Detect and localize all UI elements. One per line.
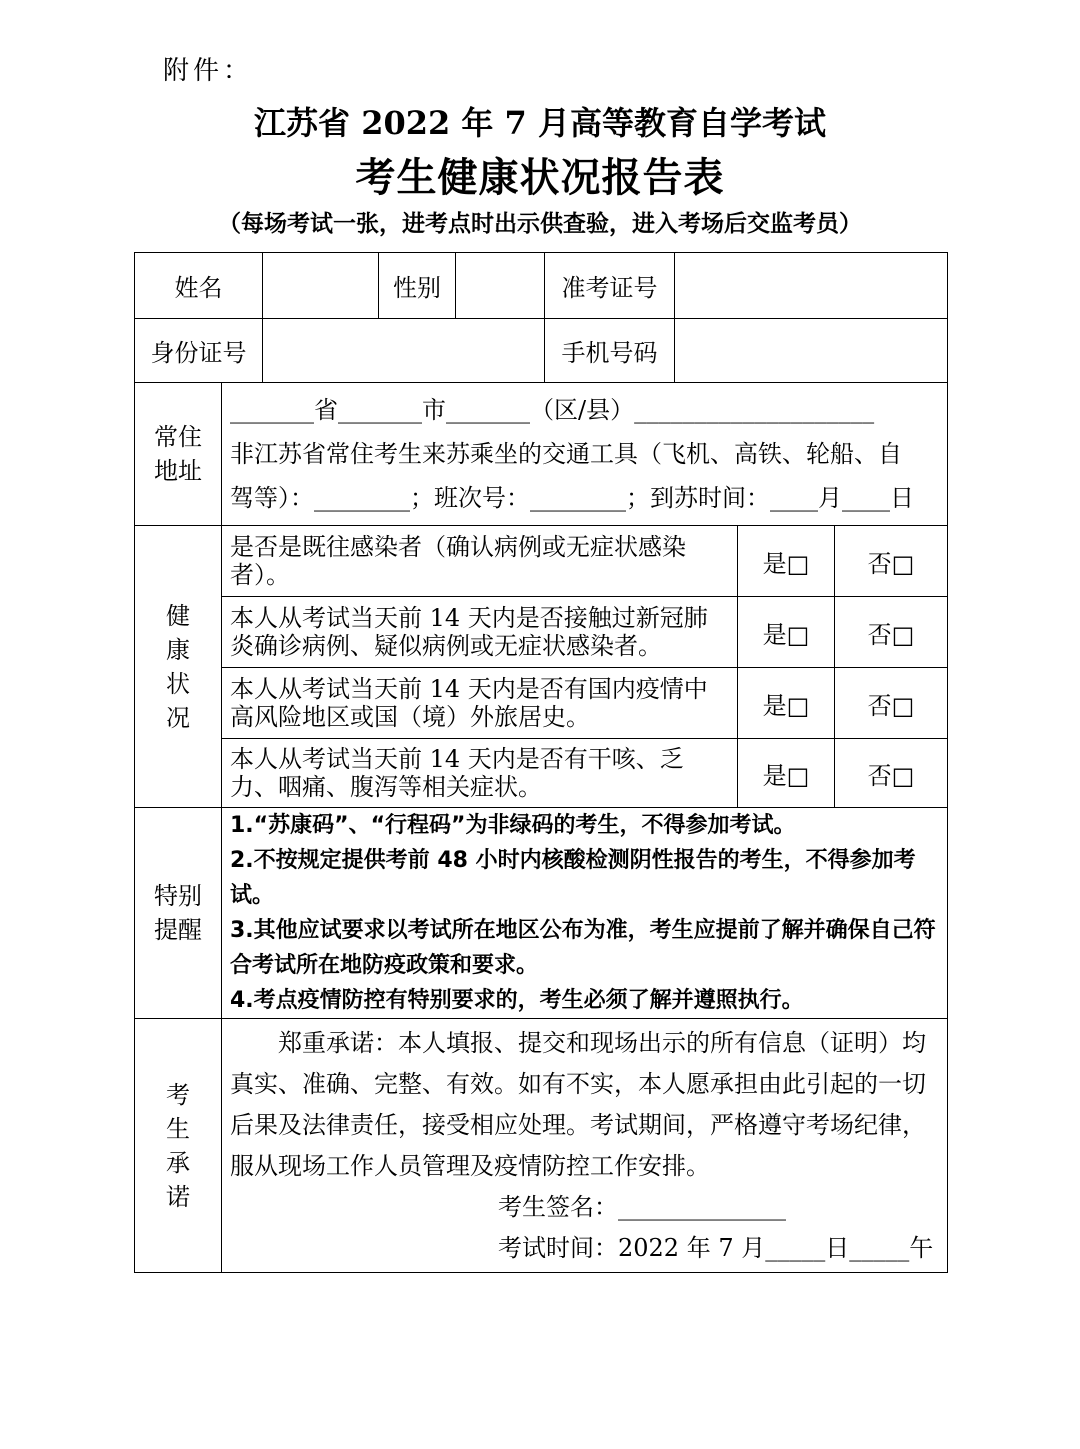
pledge-section <box>222 1019 948 1273</box>
document-title: 江苏省 2022 年 7 月高等教育自学考试 <box>254 104 826 142</box>
health-status-label: 健 康 状 况 <box>135 526 222 808</box>
special-notice-list <box>222 808 948 1019</box>
no-checkbox[interactable]: 否□ <box>835 597 948 668</box>
address-label: 常住 地址 <box>135 383 222 526</box>
exam-ticket-field[interactable] <box>675 253 948 319</box>
pledge-text: 郑重承诺：本人填报、提交和现场出示的所有信息（证明）均真实、准确、完整、有效。如有不实，本人愿承担由此引起的一切后果及法律责任，接受相应处理。考试期间，严格遵守考场纪律，服从现场工作人员管理及疫情防控工作安排。 <box>230 1028 926 1180</box>
notice-item: 4.考点疫情防控有特别要求的，考生必须了解并遵照执行。 <box>230 988 804 1013</box>
special-notice-label: 特别 提醒 <box>135 808 222 1019</box>
id-number-label: 身份证号 <box>135 319 263 383</box>
yes-checkbox[interactable]: 是□ <box>738 739 835 808</box>
pledge-label: 考 生 承 诺 <box>135 1019 222 1273</box>
notice-item: 2.不按规定提供考前 48 小时内核酸检测阴性报告的考生，不得参加考试。 <box>230 848 916 908</box>
name-field[interactable] <box>263 253 379 319</box>
signature-field[interactable]: 考生签名：______________ <box>498 1192 786 1221</box>
yes-checkbox[interactable]: 是□ <box>738 668 835 739</box>
gender-field[interactable] <box>456 253 545 319</box>
no-checkbox[interactable]: 否□ <box>835 739 948 808</box>
no-checkbox[interactable]: 否□ <box>835 526 948 597</box>
form-instructions: （每场考试一张，进考点时出示供查验，进入考场后交监考员） <box>218 211 862 237</box>
address-line: _______省_______市_______（区/县）____________________ <box>230 396 875 424</box>
health-report-form <box>134 252 948 1273</box>
no-checkbox[interactable]: 否□ <box>835 668 948 739</box>
health-question-3: 本人从考试当天前 14 天内是否有国内疫情中高风险地区或国（境）外旅居史。 <box>222 668 738 739</box>
yes-checkbox[interactable]: 是□ <box>738 526 835 597</box>
trip-details-line: 驾等）：________；班次号：________；到苏时间：____月____日 <box>230 484 914 512</box>
yes-checkbox[interactable]: 是□ <box>738 597 835 668</box>
health-question-2: 本人从考试当天前 14 天内是否接触过新冠肺炎确诊病例、疑似病例或无症状感染者。 <box>222 597 738 668</box>
exam-time-field[interactable]: 考试时间：2022 年 7 月_____日_____午 <box>498 1233 934 1262</box>
notice-item: 3.其他应试要求以考试所在地区公布为准，考生应提前了解并确保自己符合考试所在地防疫政策和要求。 <box>230 918 936 978</box>
gender-label: 性别 <box>379 253 456 319</box>
transport-line: 非江苏省常住考生来苏乘坐的交通工具（飞机、高铁、轮船、自 <box>230 440 902 468</box>
address-field[interactable] <box>222 383 948 526</box>
phone-label: 手机号码 <box>545 319 675 383</box>
id-number-field[interactable] <box>263 319 545 383</box>
notice-item: 1.“苏康码”、“行程码”为非绿码的考生，不得参加考试。 <box>230 813 796 838</box>
form-title: 考生健康状况报告表 <box>355 154 725 201</box>
attachment-label: 附件： <box>163 56 254 86</box>
health-question-4: 本人从考试当天前 14 天内是否有干咳、乏力、咽痛、腹泻等相关症状。 <box>222 739 738 808</box>
name-label: 姓名 <box>135 253 263 319</box>
health-question-1: 是否是既往感染者（确认病例或无症状感染者）。 <box>222 526 738 597</box>
exam-ticket-label: 准考证号 <box>545 253 675 319</box>
phone-field[interactable] <box>675 319 948 383</box>
